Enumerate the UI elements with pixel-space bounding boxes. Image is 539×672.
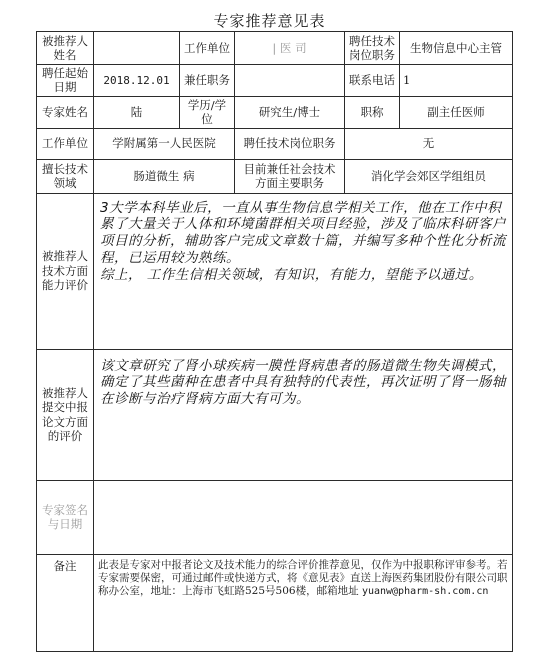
expert-unit-value: 学附属第一人民医院	[94, 128, 235, 159]
nominee-name-label: 被推荐人姓名	[37, 32, 94, 65]
signature-value	[94, 480, 513, 554]
tech-position-label: 聘任技术岗位职务	[345, 32, 400, 65]
row-expert-unit	[37, 128, 513, 159]
row-expert	[37, 96, 513, 128]
remarks-body: 此表是专家对中报者论文及技术能力的综合评价推荐意见，仅作为中报职称评审参考。若专家需要保密，可通过邮件或快递方式，将《意见表》直送上海医药集团股份有限公司职称办公室，地址：上海市飞虹路525号506楼，邮箱地址	[98, 558, 508, 597]
phone-label: 联系电话	[345, 65, 400, 97]
phone-value: 1	[400, 65, 513, 97]
row-remarks	[37, 554, 513, 651]
expert-recommendation-form	[36, 31, 513, 652]
row-signature	[37, 480, 513, 554]
expert-name-label: 专家姓名	[37, 96, 94, 128]
specialty-value: 肠道微生 病	[94, 159, 235, 193]
tech-evaluation-paragraph-1: 3大学本科毕业后，一直从事生物信息学相关工作，他在工作中积累了大量关于人体和环境菌群相关项目经验，涉及了临床科研客户项目的分析，辅助客户完成文章数十篇，并编写多种个性化分析流程，已运用较为熟练。	[100, 199, 506, 267]
expert-unit-label: 工作单位	[37, 128, 94, 159]
title-value: 副主任医师	[400, 96, 513, 128]
row-hire	[37, 65, 513, 97]
expert-name-value: 陆	[94, 96, 180, 128]
current-position-value	[235, 65, 345, 97]
tech-evaluation-label: 被推荐人技术方面能力评价	[37, 193, 94, 349]
hire-date-value: 2018.12.01	[94, 65, 180, 97]
paper-evaluation-text: 该文章研究了肾小球疾病一膜性肾病患者的肠道微生物失调模式，确定了其些菌种在患者中具有独特的代表性，再次证明了肾一肠轴在诊断与治疗肾病方面大有可为。	[94, 349, 513, 480]
current-position-label: 兼任职务	[180, 65, 235, 97]
expert-position-value: 无	[345, 128, 513, 159]
education-label: 学历/学位	[180, 96, 235, 128]
row-tech-evaluation	[37, 193, 513, 349]
tech-evaluation-paragraph-2: 综上， 工作生信相关领域，有知识，有能力，望能予以通过。	[100, 267, 483, 283]
nominee-name-value	[94, 32, 180, 65]
paper-evaluation-label: 被推荐人提交中报论文方面的评价	[37, 349, 94, 480]
remarks-text	[94, 554, 513, 651]
row-specialty	[37, 159, 513, 193]
social-position-label: 目前兼任社会技术方面主要职务	[235, 159, 345, 193]
row-nominee	[37, 32, 513, 65]
hire-date-label: 聘任起始日期	[37, 65, 94, 97]
work-unit-label: 工作单位	[180, 32, 235, 65]
expert-position-label: 聘任技术岗位职务	[235, 128, 345, 159]
remarks-email: yuanw@pharm-sh.com.cn	[361, 585, 489, 597]
tech-position-value: 生物信息中心主管	[400, 32, 513, 65]
tech-evaluation-text	[94, 193, 513, 349]
social-position-value: 消化学会郊区学组组员	[345, 159, 513, 193]
remarks-label: 备注	[37, 554, 94, 651]
work-unit-value: | 医 司	[235, 32, 345, 65]
row-paper-evaluation	[37, 349, 513, 480]
signature-label: 专家签名与日期	[37, 480, 94, 554]
specialty-label: 擅长技术领域	[37, 159, 94, 193]
page-title: 专家推荐意见表	[213, 12, 326, 30]
title-label: 职称	[345, 96, 400, 128]
education-value: 研究生/博士	[235, 96, 345, 128]
